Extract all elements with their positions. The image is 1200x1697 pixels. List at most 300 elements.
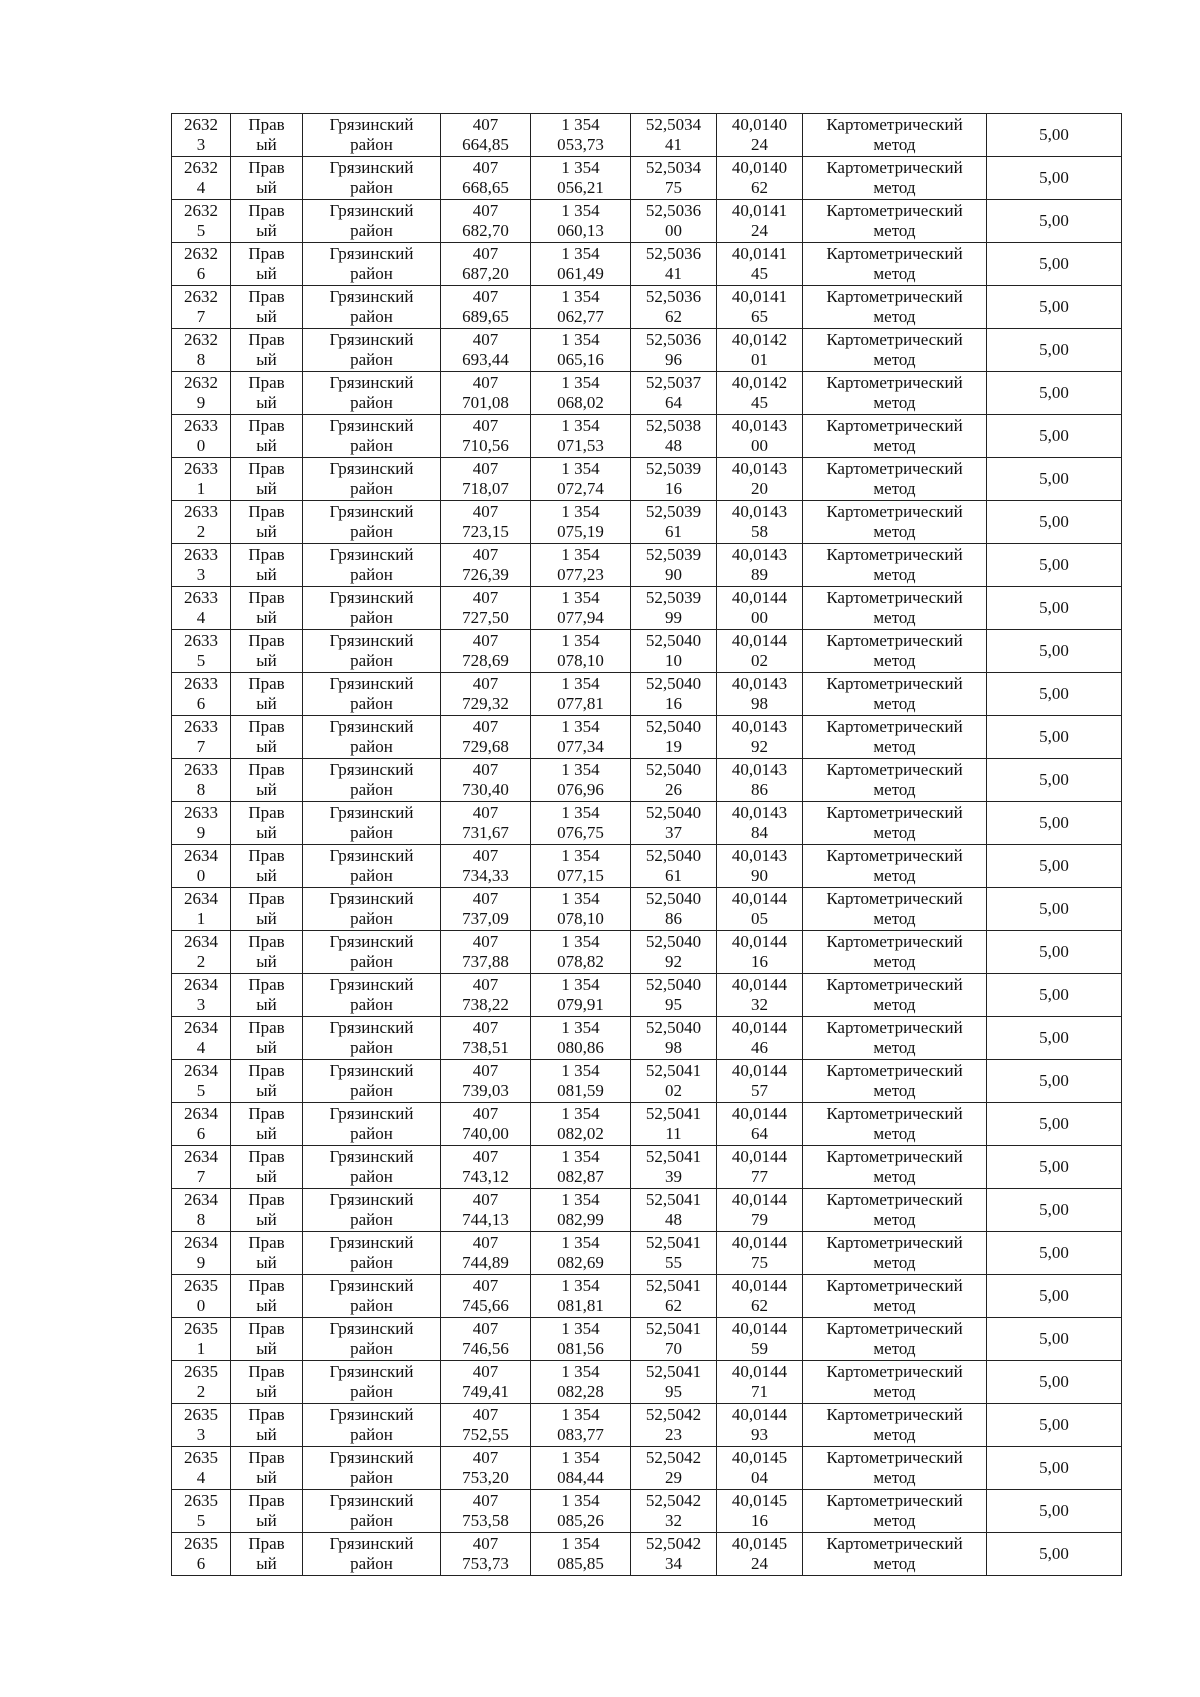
latitude-cell-line-1: 52,5040: [645, 932, 702, 951]
y-coordinate-cell-line-2: 078,10: [557, 651, 604, 670]
x-coordinate-cell-line-1: 407: [472, 545, 499, 564]
point-number-cell: [172, 415, 231, 458]
y-coordinate-cell-line-1: 1 354: [561, 416, 600, 435]
longitude-cell-line-2: 62: [751, 1296, 768, 1315]
bank-side-cell-line-2: ый: [256, 1167, 277, 1186]
bank-side-cell: [231, 1103, 303, 1146]
table-row: [172, 200, 1122, 243]
district-cell-line-1: Грязинский: [329, 244, 414, 263]
district-cell-line-1: Грязинский: [329, 416, 414, 435]
bank-side-cell: [231, 845, 303, 888]
method-cell-line-1: Картометрический: [826, 717, 963, 736]
district-cell: [303, 716, 441, 759]
bank-side-cell-line-1: Прав: [248, 330, 285, 349]
method-cell-line-2: метод: [873, 436, 916, 455]
x-coordinate-cell-line-1: 407: [472, 1190, 499, 1209]
x-coordinate-cell-line-2: 739,03: [462, 1081, 509, 1100]
latitude-cell: [631, 157, 717, 200]
district-cell-line-1: Грязинский: [329, 115, 414, 134]
longitude-cell-line-1: 40,0143: [731, 846, 788, 865]
latitude-cell-line-1: 52,5040: [645, 975, 702, 994]
latitude-cell-line-2: 62: [665, 307, 682, 326]
longitude-cell: [717, 845, 803, 888]
method-cell-line-2: метод: [873, 522, 916, 541]
district-cell: [303, 1232, 441, 1275]
longitude-cell: [717, 1103, 803, 1146]
latitude-cell: [631, 1490, 717, 1533]
longitude-cell: [717, 716, 803, 759]
district-cell: [303, 1404, 441, 1447]
district-cell-line-1: Грязинский: [329, 1405, 414, 1424]
district-cell-line-2: район: [350, 1253, 393, 1272]
bank-side-cell-line-2: ый: [256, 995, 277, 1014]
district-cell-line-1: Грязинский: [329, 1233, 414, 1252]
latitude-cell-line-1: 52,5041: [645, 1319, 702, 1338]
y-coordinate-cell: [531, 931, 631, 974]
accuracy-cell: 5,00: [987, 157, 1122, 200]
longitude-cell-line-2: 65: [751, 307, 768, 326]
point-number-cell: [172, 286, 231, 329]
y-coordinate-cell: [531, 1447, 631, 1490]
longitude-cell: [717, 1404, 803, 1447]
accuracy-cell: 5,00: [987, 1017, 1122, 1060]
table-row: [172, 415, 1122, 458]
x-coordinate-cell-line-2: 693,44: [462, 350, 509, 369]
method-cell: [803, 1533, 987, 1576]
point-number-cell-line-2: 1: [196, 479, 206, 498]
method-cell-line-1: Картометрический: [826, 1233, 963, 1252]
x-coordinate-cell-line-2: 718,07: [462, 479, 509, 498]
y-coordinate-cell-line-1: 1 354: [561, 201, 600, 220]
bank-side-cell-line-1: Прав: [248, 244, 285, 263]
longitude-cell-line-1: 40,0140: [731, 158, 788, 177]
district-cell: [303, 415, 441, 458]
y-coordinate-cell-line-2: 077,23: [557, 565, 604, 584]
x-coordinate-cell-line-2: 730,40: [462, 780, 509, 799]
bank-side-cell-line-2: ый: [256, 1038, 277, 1057]
method-cell-line-1: Картометрический: [826, 330, 963, 349]
point-number-cell: [172, 1232, 231, 1275]
bank-side-cell-line-1: Прав: [248, 115, 285, 134]
table-row: [172, 802, 1122, 845]
y-coordinate-cell-line-2: 071,53: [557, 436, 604, 455]
longitude-cell: [717, 587, 803, 630]
point-number-cell-line-1: 2634: [184, 846, 218, 865]
y-coordinate-cell: [531, 501, 631, 544]
district-cell-line-1: Грязинский: [329, 330, 414, 349]
method-cell-line-2: метод: [873, 1425, 916, 1444]
bank-side-cell-line-2: ый: [256, 1296, 277, 1315]
y-coordinate-cell-line-2: 085,26: [557, 1511, 604, 1530]
accuracy-cell: 5,00: [987, 1103, 1122, 1146]
x-coordinate-cell: [441, 114, 531, 157]
latitude-cell-line-2: 62: [665, 1296, 682, 1315]
bank-side-cell-line-1: Прав: [248, 760, 285, 779]
x-coordinate-cell-line-1: 407: [472, 244, 499, 263]
bank-side-cell-line-1: Прав: [248, 1190, 285, 1209]
x-coordinate-cell-line-2: 729,32: [462, 694, 509, 713]
latitude-cell: [631, 1232, 717, 1275]
table-row: [172, 372, 1122, 415]
latitude-cell: [631, 114, 717, 157]
latitude-cell: [631, 931, 717, 974]
longitude-cell: [717, 1490, 803, 1533]
method-cell: [803, 759, 987, 802]
bank-side-cell-line-1: Прав: [248, 201, 285, 220]
x-coordinate-cell-line-1: 407: [472, 975, 499, 994]
bank-side-cell: [231, 974, 303, 1017]
longitude-cell-line-1: 40,0143: [731, 803, 788, 822]
x-coordinate-cell-line-2: 664,85: [462, 135, 509, 154]
point-number-cell: [172, 1060, 231, 1103]
accuracy-cell: 5,00: [987, 888, 1122, 931]
x-coordinate-cell-line-1: 407: [472, 1061, 499, 1080]
district-cell-line-2: район: [350, 651, 393, 670]
method-cell: [803, 544, 987, 587]
bank-side-cell-line-1: Прав: [248, 373, 285, 392]
method-cell-line-1: Картометрический: [826, 1276, 963, 1295]
x-coordinate-cell-line-1: 407: [472, 330, 499, 349]
y-coordinate-cell-line-1: 1 354: [561, 158, 600, 177]
longitude-cell-line-2: 46: [751, 1038, 768, 1057]
district-cell-line-1: Грязинский: [329, 1491, 414, 1510]
x-coordinate-cell-line-1: 407: [472, 631, 499, 650]
longitude-cell-line-1: 40,0145: [731, 1448, 788, 1467]
table-row: [172, 845, 1122, 888]
longitude-cell-line-1: 40,0144: [731, 975, 788, 994]
longitude-cell-line-2: 84: [751, 823, 768, 842]
method-cell-line-2: метод: [873, 1081, 916, 1100]
longitude-cell: [717, 114, 803, 157]
point-number-cell-line-2: 8: [196, 780, 206, 799]
method-cell-line-2: метод: [873, 694, 916, 713]
longitude-cell: [717, 673, 803, 716]
x-coordinate-cell-line-2: 737,09: [462, 909, 509, 928]
latitude-cell-line-2: 75: [665, 178, 682, 197]
method-cell: [803, 802, 987, 845]
district-cell-line-2: район: [350, 823, 393, 842]
point-number-cell-line-1: 2635: [184, 1448, 218, 1467]
x-coordinate-cell: [441, 630, 531, 673]
x-coordinate-cell: [441, 243, 531, 286]
district-cell-line-2: район: [350, 1425, 393, 1444]
table-row: [172, 888, 1122, 931]
longitude-cell-line-1: 40,0144: [731, 1233, 788, 1252]
y-coordinate-cell-line-1: 1 354: [561, 717, 600, 736]
method-cell-line-2: метод: [873, 1296, 916, 1315]
y-coordinate-cell-line-2: 053,73: [557, 135, 604, 154]
longitude-cell: [717, 501, 803, 544]
bank-side-cell-line-1: Прав: [248, 545, 285, 564]
longitude-cell-line-2: 92: [751, 737, 768, 756]
longitude-cell: [717, 243, 803, 286]
x-coordinate-cell: [441, 802, 531, 845]
latitude-cell-line-2: 00: [665, 221, 682, 240]
longitude-cell: [717, 1146, 803, 1189]
method-cell-line-2: метод: [873, 651, 916, 670]
x-coordinate-cell: [441, 157, 531, 200]
district-cell: [303, 372, 441, 415]
bank-side-cell: [231, 200, 303, 243]
bank-side-cell: [231, 630, 303, 673]
x-coordinate-cell: [441, 974, 531, 1017]
latitude-cell-line-2: 98: [665, 1038, 682, 1057]
district-cell-line-1: Грязинский: [329, 545, 414, 564]
x-coordinate-cell-line-1: 407: [472, 201, 499, 220]
point-number-cell: [172, 114, 231, 157]
point-number-cell: [172, 1017, 231, 1060]
latitude-cell-line-2: 41: [665, 135, 682, 154]
y-coordinate-cell: [531, 845, 631, 888]
point-number-cell-line-1: 2634: [184, 932, 218, 951]
method-cell-line-1: Картометрический: [826, 287, 963, 306]
y-coordinate-cell-line-2: 082,28: [557, 1382, 604, 1401]
point-number-cell-line-1: 2633: [184, 545, 218, 564]
latitude-cell: [631, 415, 717, 458]
y-coordinate-cell: [531, 114, 631, 157]
bank-side-cell-line-2: ый: [256, 1253, 277, 1272]
table-row: [172, 1103, 1122, 1146]
accuracy-cell: 5,00: [987, 1318, 1122, 1361]
bank-side-cell-line-1: Прав: [248, 1104, 285, 1123]
latitude-cell-line-1: 52,5040: [645, 803, 702, 822]
district-cell-line-2: район: [350, 1167, 393, 1186]
latitude-cell-line-2: 64: [665, 393, 682, 412]
district-cell-line-2: район: [350, 221, 393, 240]
method-cell-line-1: Картометрический: [826, 1534, 963, 1553]
accuracy-cell: 5,00: [987, 673, 1122, 716]
latitude-cell: [631, 286, 717, 329]
latitude-cell-line-2: 29: [665, 1468, 682, 1487]
longitude-cell-line-1: 40,0144: [731, 889, 788, 908]
accuracy-cell: 5,00: [987, 587, 1122, 630]
bank-side-cell: [231, 1017, 303, 1060]
bank-side-cell-line-1: Прав: [248, 1491, 285, 1510]
x-coordinate-cell-line-2: 731,67: [462, 823, 509, 842]
latitude-cell-line-2: 99: [665, 608, 682, 627]
x-coordinate-cell-line-2: 738,22: [462, 995, 509, 1014]
accuracy-cell: 5,00: [987, 716, 1122, 759]
method-cell: [803, 1232, 987, 1275]
x-coordinate-cell-line-2: 689,65: [462, 307, 509, 326]
point-number-cell: [172, 243, 231, 286]
method-cell: [803, 1361, 987, 1404]
latitude-cell: [631, 1103, 717, 1146]
method-cell: [803, 931, 987, 974]
district-cell: [303, 114, 441, 157]
district-cell-line-2: район: [350, 608, 393, 627]
longitude-cell-line-2: 24: [751, 1554, 768, 1573]
latitude-cell-line-1: 52,5041: [645, 1061, 702, 1080]
latitude-cell-line-2: 55: [665, 1253, 682, 1272]
y-coordinate-cell-line-1: 1 354: [561, 330, 600, 349]
point-number-cell-line-1: 2633: [184, 717, 218, 736]
district-cell-line-2: район: [350, 1296, 393, 1315]
district-cell: [303, 845, 441, 888]
longitude-cell-line-2: 24: [751, 135, 768, 154]
method-cell: [803, 1318, 987, 1361]
x-coordinate-cell-line-2: 753,58: [462, 1511, 509, 1530]
table-row: [172, 716, 1122, 759]
y-coordinate-cell-line-2: 082,69: [557, 1253, 604, 1272]
district-cell-line-2: район: [350, 952, 393, 971]
district-cell: [303, 458, 441, 501]
point-number-cell-line-1: 2632: [184, 373, 218, 392]
accuracy-cell: 5,00: [987, 1361, 1122, 1404]
longitude-cell-line-2: 02: [751, 651, 768, 670]
bank-side-cell-line-1: Прав: [248, 674, 285, 693]
point-number-cell-line-2: 4: [196, 1468, 206, 1487]
y-coordinate-cell-line-1: 1 354: [561, 1362, 600, 1381]
point-number-cell: [172, 1275, 231, 1318]
accuracy-cell: 5,00: [987, 1146, 1122, 1189]
longitude-cell-line-2: 01: [751, 350, 768, 369]
point-number-cell-line-1: 2635: [184, 1319, 218, 1338]
latitude-cell-line-1: 52,5040: [645, 1018, 702, 1037]
longitude-cell-line-2: 62: [751, 178, 768, 197]
y-coordinate-cell-line-2: 077,34: [557, 737, 604, 756]
y-coordinate-cell: [531, 1361, 631, 1404]
method-cell-line-1: Картометрический: [826, 201, 963, 220]
accuracy-cell: 5,00: [987, 1275, 1122, 1318]
accuracy-cell: 5,00: [987, 1404, 1122, 1447]
table-row: [172, 157, 1122, 200]
table-row: [172, 1146, 1122, 1189]
longitude-cell-line-1: 40,0145: [731, 1534, 788, 1553]
point-number-cell: [172, 802, 231, 845]
method-cell: [803, 673, 987, 716]
bank-side-cell-line-2: ый: [256, 1511, 277, 1530]
district-cell: [303, 673, 441, 716]
y-coordinate-cell-line-2: 082,87: [557, 1167, 604, 1186]
district-cell-line-1: Грязинский: [329, 1362, 414, 1381]
table-row: [172, 1189, 1122, 1232]
y-coordinate-cell: [531, 888, 631, 931]
x-coordinate-cell: [441, 200, 531, 243]
method-cell-line-2: метод: [873, 823, 916, 842]
table-row: [172, 1060, 1122, 1103]
x-coordinate-cell-line-1: 407: [472, 1362, 499, 1381]
point-number-cell: [172, 673, 231, 716]
x-coordinate-cell-line-2: 738,51: [462, 1038, 509, 1057]
district-cell-line-1: Грязинский: [329, 588, 414, 607]
district-cell: [303, 329, 441, 372]
point-number-cell-line-2: 9: [196, 393, 206, 412]
longitude-cell-line-2: 05: [751, 909, 768, 928]
x-coordinate-cell: [441, 329, 531, 372]
bank-side-cell-line-2: ый: [256, 1339, 277, 1358]
method-cell: [803, 630, 987, 673]
method-cell: [803, 458, 987, 501]
longitude-cell-line-2: 90: [751, 866, 768, 885]
method-cell: [803, 1103, 987, 1146]
point-number-cell-line-2: 9: [196, 823, 206, 842]
x-coordinate-cell-line-2: 701,08: [462, 393, 509, 412]
point-number-cell-line-2: 7: [196, 1167, 206, 1186]
bank-side-cell-line-2: ый: [256, 1554, 277, 1573]
latitude-cell-line-1: 52,5036: [645, 244, 702, 263]
point-number-cell-line-1: 2633: [184, 459, 218, 478]
bank-side-cell: [231, 329, 303, 372]
table-row: [172, 1017, 1122, 1060]
bank-side-cell-line-2: ый: [256, 479, 277, 498]
longitude-cell-line-1: 40,0144: [731, 1104, 788, 1123]
bank-side-cell-line-2: ый: [256, 823, 277, 842]
longitude-cell-line-1: 40,0144: [731, 1190, 788, 1209]
longitude-cell: [717, 1275, 803, 1318]
method-cell-line-1: Картометрический: [826, 889, 963, 908]
district-cell: [303, 1490, 441, 1533]
longitude-cell-line-1: 40,0143: [731, 717, 788, 736]
method-cell: [803, 157, 987, 200]
point-number-cell: [172, 1318, 231, 1361]
longitude-cell: [717, 974, 803, 1017]
bank-side-cell: [231, 1533, 303, 1576]
point-number-cell-line-2: 2: [196, 1382, 206, 1401]
point-number-cell: [172, 200, 231, 243]
longitude-cell: [717, 415, 803, 458]
longitude-cell-line-1: 40,0143: [731, 459, 788, 478]
bank-side-cell-line-2: ый: [256, 909, 277, 928]
district-cell-line-1: Грязинский: [329, 932, 414, 951]
y-coordinate-cell-line-1: 1 354: [561, 1018, 600, 1037]
district-cell-line-2: район: [350, 479, 393, 498]
accuracy-cell: 5,00: [987, 759, 1122, 802]
latitude-cell: [631, 200, 717, 243]
district-cell: [303, 1361, 441, 1404]
table-row: [172, 1447, 1122, 1490]
y-coordinate-cell: [531, 1189, 631, 1232]
longitude-cell: [717, 630, 803, 673]
point-number-cell: [172, 716, 231, 759]
district-cell-line-2: район: [350, 1210, 393, 1229]
x-coordinate-cell-line-2: 726,39: [462, 565, 509, 584]
table-body: [172, 114, 1122, 1576]
latitude-cell-line-2: 11: [665, 1124, 682, 1143]
latitude-cell-line-2: 10: [665, 651, 682, 670]
y-coordinate-cell-line-1: 1 354: [561, 674, 600, 693]
y-coordinate-cell: [531, 759, 631, 802]
bank-side-cell-line-2: ый: [256, 1468, 277, 1487]
district-cell-line-1: Грязинский: [329, 631, 414, 650]
method-cell-line-2: метод: [873, 608, 916, 627]
y-coordinate-cell-line-2: 077,94: [557, 608, 604, 627]
method-cell-line-1: Картометрический: [826, 1147, 963, 1166]
y-coordinate-cell-line-1: 1 354: [561, 1147, 600, 1166]
bank-side-cell-line-2: ый: [256, 952, 277, 971]
table-row: [172, 1404, 1122, 1447]
method-cell-line-1: Картометрический: [826, 1190, 963, 1209]
longitude-cell: [717, 1017, 803, 1060]
district-cell-line-1: Грязинский: [329, 158, 414, 177]
longitude-cell: [717, 200, 803, 243]
x-coordinate-cell-line-2: 753,20: [462, 1468, 509, 1487]
y-coordinate-cell-line-2: 076,96: [557, 780, 604, 799]
latitude-cell-line-1: 52,5042: [645, 1405, 702, 1424]
x-coordinate-cell-line-1: 407: [472, 889, 499, 908]
point-number-cell: [172, 501, 231, 544]
point-number-cell-line-1: 2632: [184, 115, 218, 134]
latitude-cell-line-1: 52,5039: [645, 588, 702, 607]
district-cell-line-1: Грязинский: [329, 1147, 414, 1166]
y-coordinate-cell-line-2: 079,91: [557, 995, 604, 1014]
bank-side-cell-line-1: Прав: [248, 1362, 285, 1381]
y-coordinate-cell: [531, 673, 631, 716]
method-cell: [803, 974, 987, 1017]
table-row: [172, 974, 1122, 1017]
method-cell-line-1: Картометрический: [826, 803, 963, 822]
district-cell-line-2: район: [350, 178, 393, 197]
